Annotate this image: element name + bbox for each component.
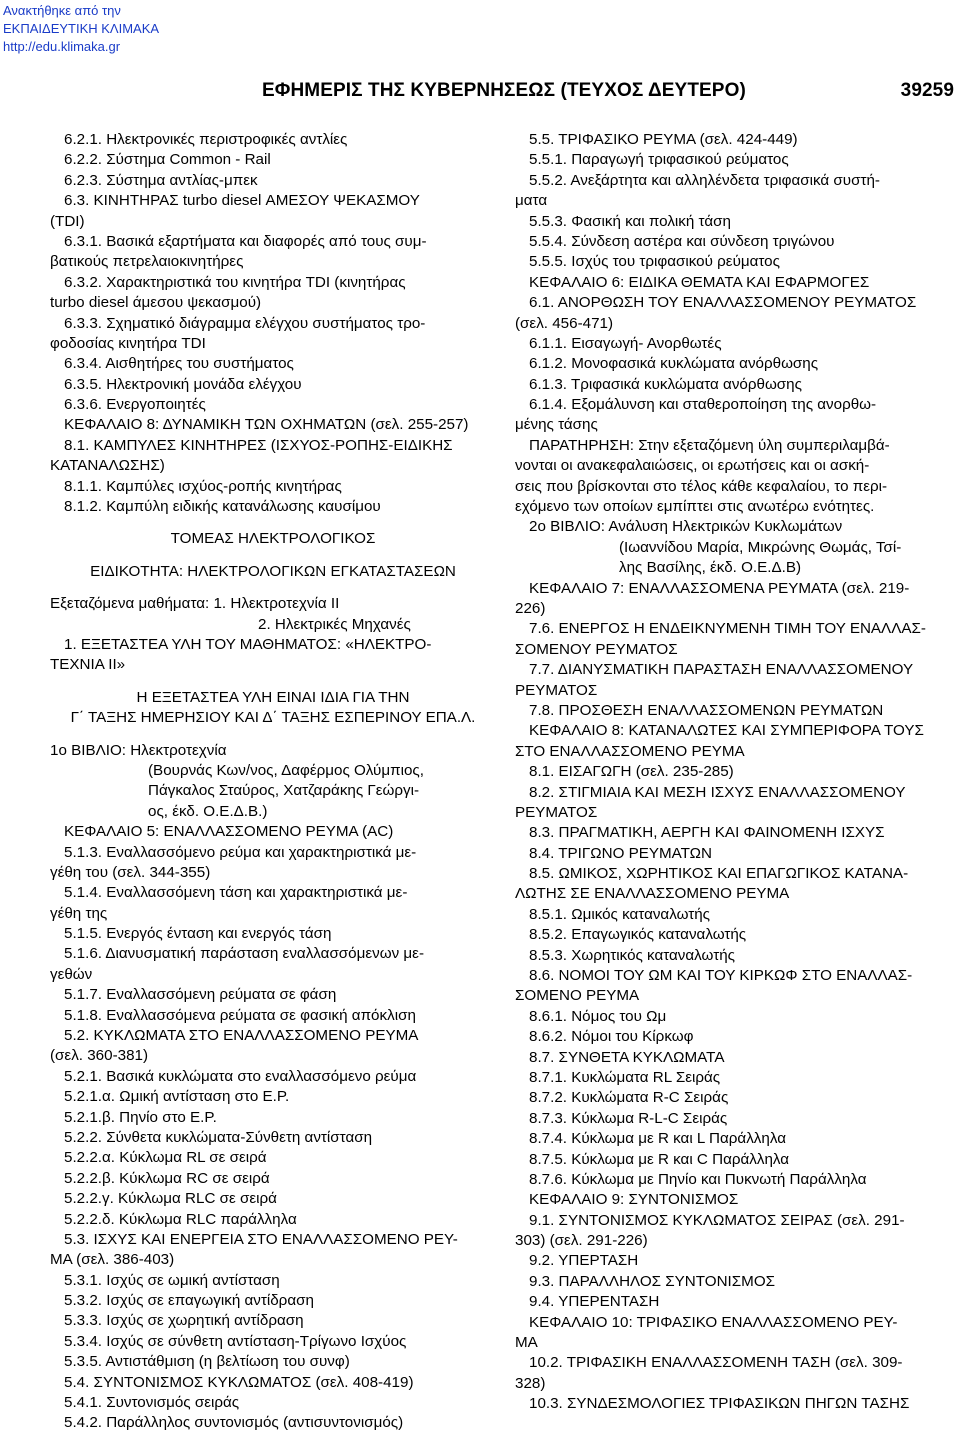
- text-line: 8.7.2. Κυκλώματα R-C Σειράς: [529, 1089, 729, 1107]
- text-line: 6.1.1. Εισαγωγή- Ανορθωτές: [529, 334, 722, 352]
- text-line: 5.1.4. Εναλλασσόμενη τάση και χαρακτηριστικά με-: [64, 884, 408, 902]
- text-line: 8.5.1. Ωμικός καταναλωτής: [529, 905, 710, 923]
- text-line: 5.2.2.γ. Κύκλωμα RLC σε σειρά: [64, 1190, 277, 1208]
- text-line: ΡΕΥΜΑΤΟΣ: [515, 803, 598, 821]
- text-line: 5.4.2. Παράλληλος συντονισμός (αντισυντονισμός): [64, 1414, 404, 1432]
- text-line: γεθών: [50, 965, 93, 983]
- text-line: 5.2.1.β. Πηνίο στο Ε.Ρ.: [64, 1108, 217, 1126]
- text-line: ΜΑ (σελ. 386-403): [50, 1251, 175, 1269]
- text-line: 6.3.1. Βασικά εξαρτήματα και διαφορές από τους συμ-: [64, 232, 427, 250]
- text-line: φοδοσίας κινητήρα TDI: [50, 334, 206, 352]
- text-line: 5.5.4. Σύνδεση αστέρα και σύνδεση τριγώνου: [529, 232, 835, 250]
- text-line: ΣΟΜΕΝΟ ΡΕΥΜΑ: [515, 987, 640, 1005]
- text-line: 5.5. ΤΡΙΦΑΣΙΚΟ ΡΕΥΜΑ (σελ. 424-449): [529, 131, 798, 148]
- text-line: 5.1.6. Διανυσματική παράσταση εναλλασσόμενων με-: [64, 945, 424, 963]
- text-line: ΚΕΦΑΛΑΙΟ 7: ΕΝΑΛΛΑΣΣΟΜΕΝΑ ΡΕΥΜΑΤΑ (σελ. 219-: [529, 579, 910, 597]
- text-line: 6.1.2. Μονοφασικά κυκλώματα ανόρθωσης: [529, 355, 819, 373]
- text-line: 5.2. ΚΥΚΛΩΜΑΤΑ ΣΤΟ ΕΝΑΛΛΑΣΣΟΜΕΝΟ ΡΕΥΜΑ: [64, 1027, 419, 1045]
- text-line: 9.4. ΥΠΕΡΕΝΤΑΣΗ: [529, 1293, 660, 1311]
- text-line: 8.7. ΣΥΝΘΕΤΑ ΚΥΚΛΩΜΑΤΑ: [529, 1048, 725, 1066]
- text-line: 6.1.4. Εξομάλυνση και σταθεροποίηση της ανορθω-: [529, 396, 877, 414]
- text-line: 8.5. ΩΜΙΚΟΣ, ΧΩΡΗΤΙΚΟΣ ΚΑΙ ΕΠΑΓΩΓΙΚΟΣ ΚΑΤΑΝΑ-: [529, 865, 909, 883]
- text-line: (TDI): [50, 212, 85, 230]
- text-line: ΚΕΦΑΛΑΙΟ 10: ΤΡΙΦΑΣΙΚΟ ΕΝΑΛΛΑΣΣΟΜΕΝΟ ΡΕΥ-: [529, 1313, 898, 1331]
- specialty-heading: ΕΙΔΙΚΟΤΗΤΑ: ΗΛΕΚΤΡΟΛΟΓΙΚΩΝ ΕΓΚΑΤΑΣΤΑΣΕΩΝ: [90, 562, 456, 580]
- text-line: εχόμενο των οποίων εμπίπτει στις ανωτέρω ενότητες.: [515, 498, 875, 516]
- text-line: ΚΕΦΑΛΑΙΟ 6: ΕΙΔΙΚΑ ΘΕΜΑΤΑ ΚΑΙ ΕΦΑΡΜΟΓΕΣ: [529, 273, 870, 291]
- text-line: 10.3. ΣΥΝΔΕΣΜΟΛΟΓΙΕΣ ΤΡΙΦΑΣΙΚΩΝ ΠΗΓΩΝ ΤΑΣΗΣ: [529, 1395, 910, 1413]
- text-line: 5.3.3. Ισχύς σε χωρητική αντίδραση: [64, 1312, 304, 1330]
- text-line: 6.2.3. Σύστημα αντλίας-μπεκ: [64, 171, 258, 189]
- text-line: 2. Ηλεκτρικές Μηχανές: [258, 615, 411, 633]
- text-line: 6.1. ΑΝΟΡΘΩΣΗ ΤΟΥ ΕΝΑΛΛΑΣΣΟΜΕΝΟΥ ΡΕΥΜΑΤΟΣ: [529, 294, 917, 312]
- text-line: 5.1.5. Ενεργός ένταση και ενεργός τάση: [64, 925, 332, 943]
- text-line: ΣΤΟ ΕΝΑΛΛΑΣΣΟΜΕΝΟ ΡΕΥΜΑ: [515, 742, 745, 760]
- text-line: 8.5.3. Χωρητικός καταναλωτής: [529, 946, 735, 964]
- text-line: 5.2.1.α. Ωμική αντίσταση στο Ε.Ρ.: [64, 1088, 290, 1106]
- text-line: 8.2. ΣΤΙΓΜΙΑΙΑ ΚΑΙ ΜΕΣΗ ΙΣΧΥΣ ΕΝΑΛΛΑΣΣΟΜΕΝΟΥ: [529, 783, 906, 801]
- text-line: 8.5.2. Επαγωγικός καταναλωτής: [529, 926, 747, 944]
- text-line: Εξεταζόμενα μαθήματα: 1. Ηλεκτροτεχνία ΙΙ: [50, 595, 340, 613]
- text-line: 5.5.3. Φασική και πολική τάση: [529, 212, 731, 230]
- text-line: 5.4. ΣΥΝΤΟΝΙΣΜΟΣ ΚΥΚΛΩΜΑΤΟΣ (σελ. 408-419): [64, 1373, 414, 1391]
- text-line: 6.3.6. Ενεργοποιητές: [64, 396, 206, 414]
- text-line: 5.4.1. Συντονισμός σειράς: [64, 1394, 240, 1412]
- text-line: 5.2.2.α. Κύκλωμα RL σε σειρά: [64, 1149, 267, 1167]
- text-line: 8.1. ΚΑΜΠΥΛΕΣ ΚΙΝΗΤΗΡΕΣ (ΙΣΧΥΟΣ-ΡΟΠΗΣ-ΕΙΔΙΚΗΣ: [64, 436, 453, 454]
- text-line: 9.2. ΥΠΕΡΤΑΣΗ: [529, 1252, 639, 1270]
- text-line: 8.7.5. Κύκλωμα με R και C Παράλληλα: [529, 1150, 790, 1168]
- watermark-line-1[interactable]: Ανακτήθηκε από την: [3, 3, 121, 18]
- text-line: 6.3.3. Σχηματικό διάγραμμα ελέγχου συστήματος τρο-: [64, 314, 426, 332]
- text-line: ΡΕΥΜΑΤΟΣ: [515, 681, 598, 699]
- text-line: 6.3.2. Χαρακτηριστικά του κινητήρα TDI (κινητήρας: [64, 273, 406, 291]
- section-heading: ΤΟΜΕΑΣ ΗΛΕΚΤΡΟΛΟΓΙΚΟΣ: [170, 530, 376, 548]
- text-line: Πάγκαλος Σταύρος, Χατζαράκης Γεώργι-: [148, 782, 420, 800]
- text-line: 8.1.1. Καμπύλες ισχύος-ροπής κινητήρας: [64, 477, 342, 495]
- text-line: ΚΑΤΑΝΑΛΩΣΗΣ): [50, 457, 165, 475]
- text-line: turbo diesel άμεσου ψεκασμού): [50, 294, 262, 312]
- text-line: 7.6. ΕΝΕΡΓΟΣ Η ΕΝΔΕΙΚΝΥΜΕΝΗ ΤΙΜΗ ΤΟΥ ΕΝΑΛΛΑΣ-: [529, 620, 926, 638]
- text-line: (Βουρνάς Κων/νος, Δαφέρμος Ολύμπιος,: [148, 761, 424, 779]
- text-line: 303) (σελ. 291-226): [515, 1232, 648, 1250]
- text-line: γέθη της: [50, 904, 108, 922]
- text-line: ΛΩΤΗΣ ΣΕ ΕΝΑΛΛΑΣΣΟΜΕΝΟ ΡΕΥΜΑ: [515, 885, 790, 903]
- gazette-header: [262, 80, 954, 104]
- text-line: 2ο ΒΙΒΛΙΟ: Ανάλυση Ηλεκτρικών Κυκλωμάτων: [529, 518, 843, 536]
- text-line: ΤΕΧΝΙΑ ΙΙ»: [50, 656, 126, 674]
- text-line: (σελ. 456-471): [515, 314, 614, 332]
- page-number: 39259: [900, 80, 954, 101]
- text-line: 8.7.6. Κύκλωμα με Πηνίο και Πυκνωτή Παράλληλα: [529, 1170, 867, 1188]
- text-line: (Ιωαννίδου Μαρία, Μικρώνης Θωμάς, Τσί-: [619, 538, 902, 556]
- text-line: 6.1.3. Τριφασικά κυκλώματα ανόρθωσης: [529, 375, 802, 393]
- text-line: 5.1.8. Εναλλασσόμενα ρεύματα σε φασική απόκλιση: [64, 1006, 416, 1024]
- text-line: 1ο ΒΙΒΛΙΟ: Ηλεκτροτεχνία: [50, 741, 227, 759]
- text-line: ΜΑ: [515, 1334, 538, 1352]
- text-line: ΚΕΦΑΛΑΙΟ 9: ΣΥΝΤΟΝΙΣΜΟΣ: [529, 1191, 739, 1209]
- watermark-line-2[interactable]: ΕΚΠΑΙΔΕΥΤΙΚΗ ΚΛΙΜΑΚΑ: [3, 21, 160, 36]
- text-line: μένης τάσης: [515, 416, 598, 434]
- text-line: 10.2. ΤΡΙΦΑΣΙΚΗ ΕΝΑΛΛΑΣΣΟΜΕΝΗ ΤΑΣΗ (σελ. 309-: [529, 1354, 903, 1372]
- text-line: 5.5.1. Παραγωγή τριφασικού ρεύματος: [529, 151, 789, 169]
- text-line: 8.4. ΤΡΙΓΩΝΟ ΡΕΥΜΑΤΩΝ: [529, 844, 712, 862]
- gazette-title: ΕΦΗΜΕΡΙΣ ΤΗΣ ΚΥΒΕΡΝΗΣΕΩΣ (ΤΕΥΧΟΣ ΔΕΥΤΕΡΟ): [262, 80, 746, 101]
- text-line: 1. ΕΞΕΤΑΣΤΕΑ ΥΛΗ ΤΟΥ ΜΑΘΗΜΑΤΟΣ: «ΗΛΕΚΤΡΟ-: [64, 635, 432, 653]
- note-heading: Η ΕΞΕΤΑΣΤΕΑ ΥΛΗ ΕΙΝΑΙ ΙΔΙΑ ΓΙΑ ΤΗΝ: [136, 688, 410, 706]
- text-line: 5.2.1. Βασικά κυκλώματα στο εναλλασσόμενο ρεύμα: [64, 1067, 417, 1085]
- right-column: [515, 130, 960, 1415]
- text-line: 226): [515, 599, 546, 617]
- text-line: σεις που βρίσκονται στο τέλος κάθε κεφαλαίου, το περι-: [515, 477, 888, 495]
- text-line: 8.7.1. Κυκλώματα RL Σειράς: [529, 1068, 721, 1086]
- text-line: 5.3.2. Ισχύς σε επαγωγική αντίδραση: [64, 1292, 314, 1310]
- text-line: ΠΑΡΑΤΗΡΗΣΗ: Στην εξεταζόμενη ύλη συμπεριλαμβά-: [529, 436, 890, 454]
- text-line: 5.3.1. Ισχύς σε ωμική αντίσταση: [64, 1271, 280, 1289]
- text-line: 7.7. ΔΙΑΝΥΣΜΑΤΙΚΗ ΠΑΡΑΣΤΑΣΗ ΕΝΑΛΛΑΣΣΟΜΕΝΟΥ: [529, 661, 914, 679]
- text-line: 5.1.3. Εναλλασσόμενο ρεύμα και χαρακτηριστικά με-: [64, 843, 417, 861]
- text-line: (σελ. 360-381): [50, 1047, 149, 1065]
- text-line: 5.3. ΙΣΧΥΣ ΚΑΙ ΕΝΕΡΓΕΙΑ ΣΤΟ ΕΝΑΛΛΑΣΣΟΜΕΝΟ ΡΕΥ-: [64, 1230, 458, 1248]
- text-line: 5.2.2.β. Κύκλωμα RC σε σειρά: [64, 1169, 270, 1187]
- text-line: 6.2.2. Σύστημα Common - Rail: [64, 151, 271, 169]
- text-line: 7.8. ΠΡΟΣΘΕΣΗ ΕΝΑΛΛΑΣΣΟΜΕΝΩΝ ΡΕΥΜΑΤΩΝ: [529, 701, 884, 719]
- text-line: ΚΕΦΑΛΑΙΟ 8: ΔΥΝΑΜΙΚΗ ΤΩΝ ΟΧΗΜΑΤΩΝ (σελ. 255-257): [64, 416, 469, 434]
- text-line: 5.2.2. Σύνθετα κυκλώματα-Σύνθετη αντίσταση: [64, 1128, 373, 1146]
- text-line: 8.1. ΕΙΣΑΓΩΓΗ (σελ. 235-285): [529, 763, 734, 781]
- text-line: 328): [515, 1374, 546, 1392]
- text-line: γέθη του (σελ. 344-355): [50, 863, 211, 881]
- text-line: 8.6.2. Νόμοι του Κίρκωφ: [529, 1028, 694, 1046]
- text-line: ματα: [515, 192, 548, 210]
- text-line: 8.3. ΠΡΑΓΜΑΤΙΚΗ, ΑΕΡΓΗ ΚΑΙ ΦΑΙΝΟΜΕΝΗ ΙΣΧΥΣ: [529, 824, 885, 842]
- watermark-link[interactable]: http://edu.klimaka.gr: [3, 39, 121, 54]
- text-line: 9.3. ΠΑΡΑΛΛΗΛΟΣ ΣΥΝΤΟΝΙΣΜΟΣ: [529, 1272, 776, 1290]
- text-line: ος, έκδ. Ο.Ε.Δ.Β.): [148, 802, 268, 820]
- text-line: 5.5.2. Ανεξάρτητα και αλληλένδετα τριφασικά συστή-: [529, 171, 880, 189]
- text-line: 8.7.4. Κύκλωμα με R και L Παράλληλα: [529, 1130, 786, 1148]
- text-line: λης Βασίλης, έκδ. Ο.Ε.Δ.Β): [619, 559, 802, 577]
- text-line: νονται οι ανακεφαλαιώσεις, οι ερωτήσεις και οι ασκή-: [515, 457, 870, 475]
- text-line: 8.6. ΝΟΜΟΙ ΤΟΥ ΩΜ ΚΑΙ ΤΟΥ ΚΙΡΚΩΦ ΣΤΟ ΕΝΑΛΛΑΣ-: [529, 967, 913, 985]
- text-line: 5.1.7. Εναλλασσόμενη ρεύματα σε φάση: [64, 986, 337, 1004]
- text-line: 8.6.1. Νόμος του Ωμ: [529, 1007, 667, 1025]
- text-line: 5.3.4. Ισχύς σε σύνθετη αντίσταση-Τρίγωνο Ισχύος: [64, 1332, 407, 1350]
- text-line: 5.5.5. Ισχύς του τριφασικού ρεύματος: [529, 253, 780, 271]
- text-line: 6.3.5. Ηλεκτρονική μονάδα ελέγχου: [64, 375, 302, 393]
- left-column: [50, 130, 496, 1434]
- text-line: ΚΕΦΑΛΑΙΟ 8: ΚΑΤΑΝΑΛΩΤΕΣ ΚΑΙ ΣΥΜΠΕΡΙΦΟΡΑ ΤΟΥΣ: [529, 722, 924, 740]
- text-line: ΚΕΦΑΛΑΙΟ 5: ΕΝΑΛΛΑΣΣΟΜΕΝΟ ΡΕΥΜΑ (AC): [64, 823, 394, 841]
- text-line: 6.3. ΚΙΝΗΤΗΡΑΣ turbo diesel ΑΜΕΣΟΥ ΨΕΚΑΣΜΟΥ: [64, 192, 420, 210]
- text-line: 6.3.4. Αισθητήρες του συστήματος: [64, 355, 294, 373]
- text-line: βατικούς πετρελαιοκινητήρες: [50, 253, 244, 271]
- text-line: 8.7.3. Κύκλωμα R-L-C Σειράς: [529, 1109, 728, 1127]
- text-line: ΣΟΜΕΝΟΥ ΡΕΥΜΑΤΟΣ: [515, 640, 678, 658]
- note-heading: Γ΄ ΤΑΞΗΣ ΗΜΕΡΗΣΙΟΥ ΚΑΙ Δ΄ ΤΑΞΗΣ ΕΣΠΕΡΙΝΟΥ ΕΠΑ.Λ.: [70, 709, 476, 727]
- text-line: 9.1. ΣΥΝΤΟΝΙΣΜΟΣ ΚΥΚΛΩΜΑΤΟΣ ΣΕΙΡΑΣ (σελ. 291-: [529, 1211, 905, 1229]
- text-line: 5.2.2.δ. Κύκλωμα RLC παράλληλα: [64, 1210, 297, 1228]
- text-line: 5.3.5. Αντιστάθμιση (η βελτίωση του συνφ): [64, 1353, 350, 1371]
- text-line: 6.2.1. Ηλεκτρονικές περιστροφικές αντλίες: [64, 131, 348, 148]
- text-line: 8.1.2. Καμπύλη ειδικής κατανάλωσης καυσίμου: [64, 498, 381, 516]
- watermark: [3, 2, 159, 56]
